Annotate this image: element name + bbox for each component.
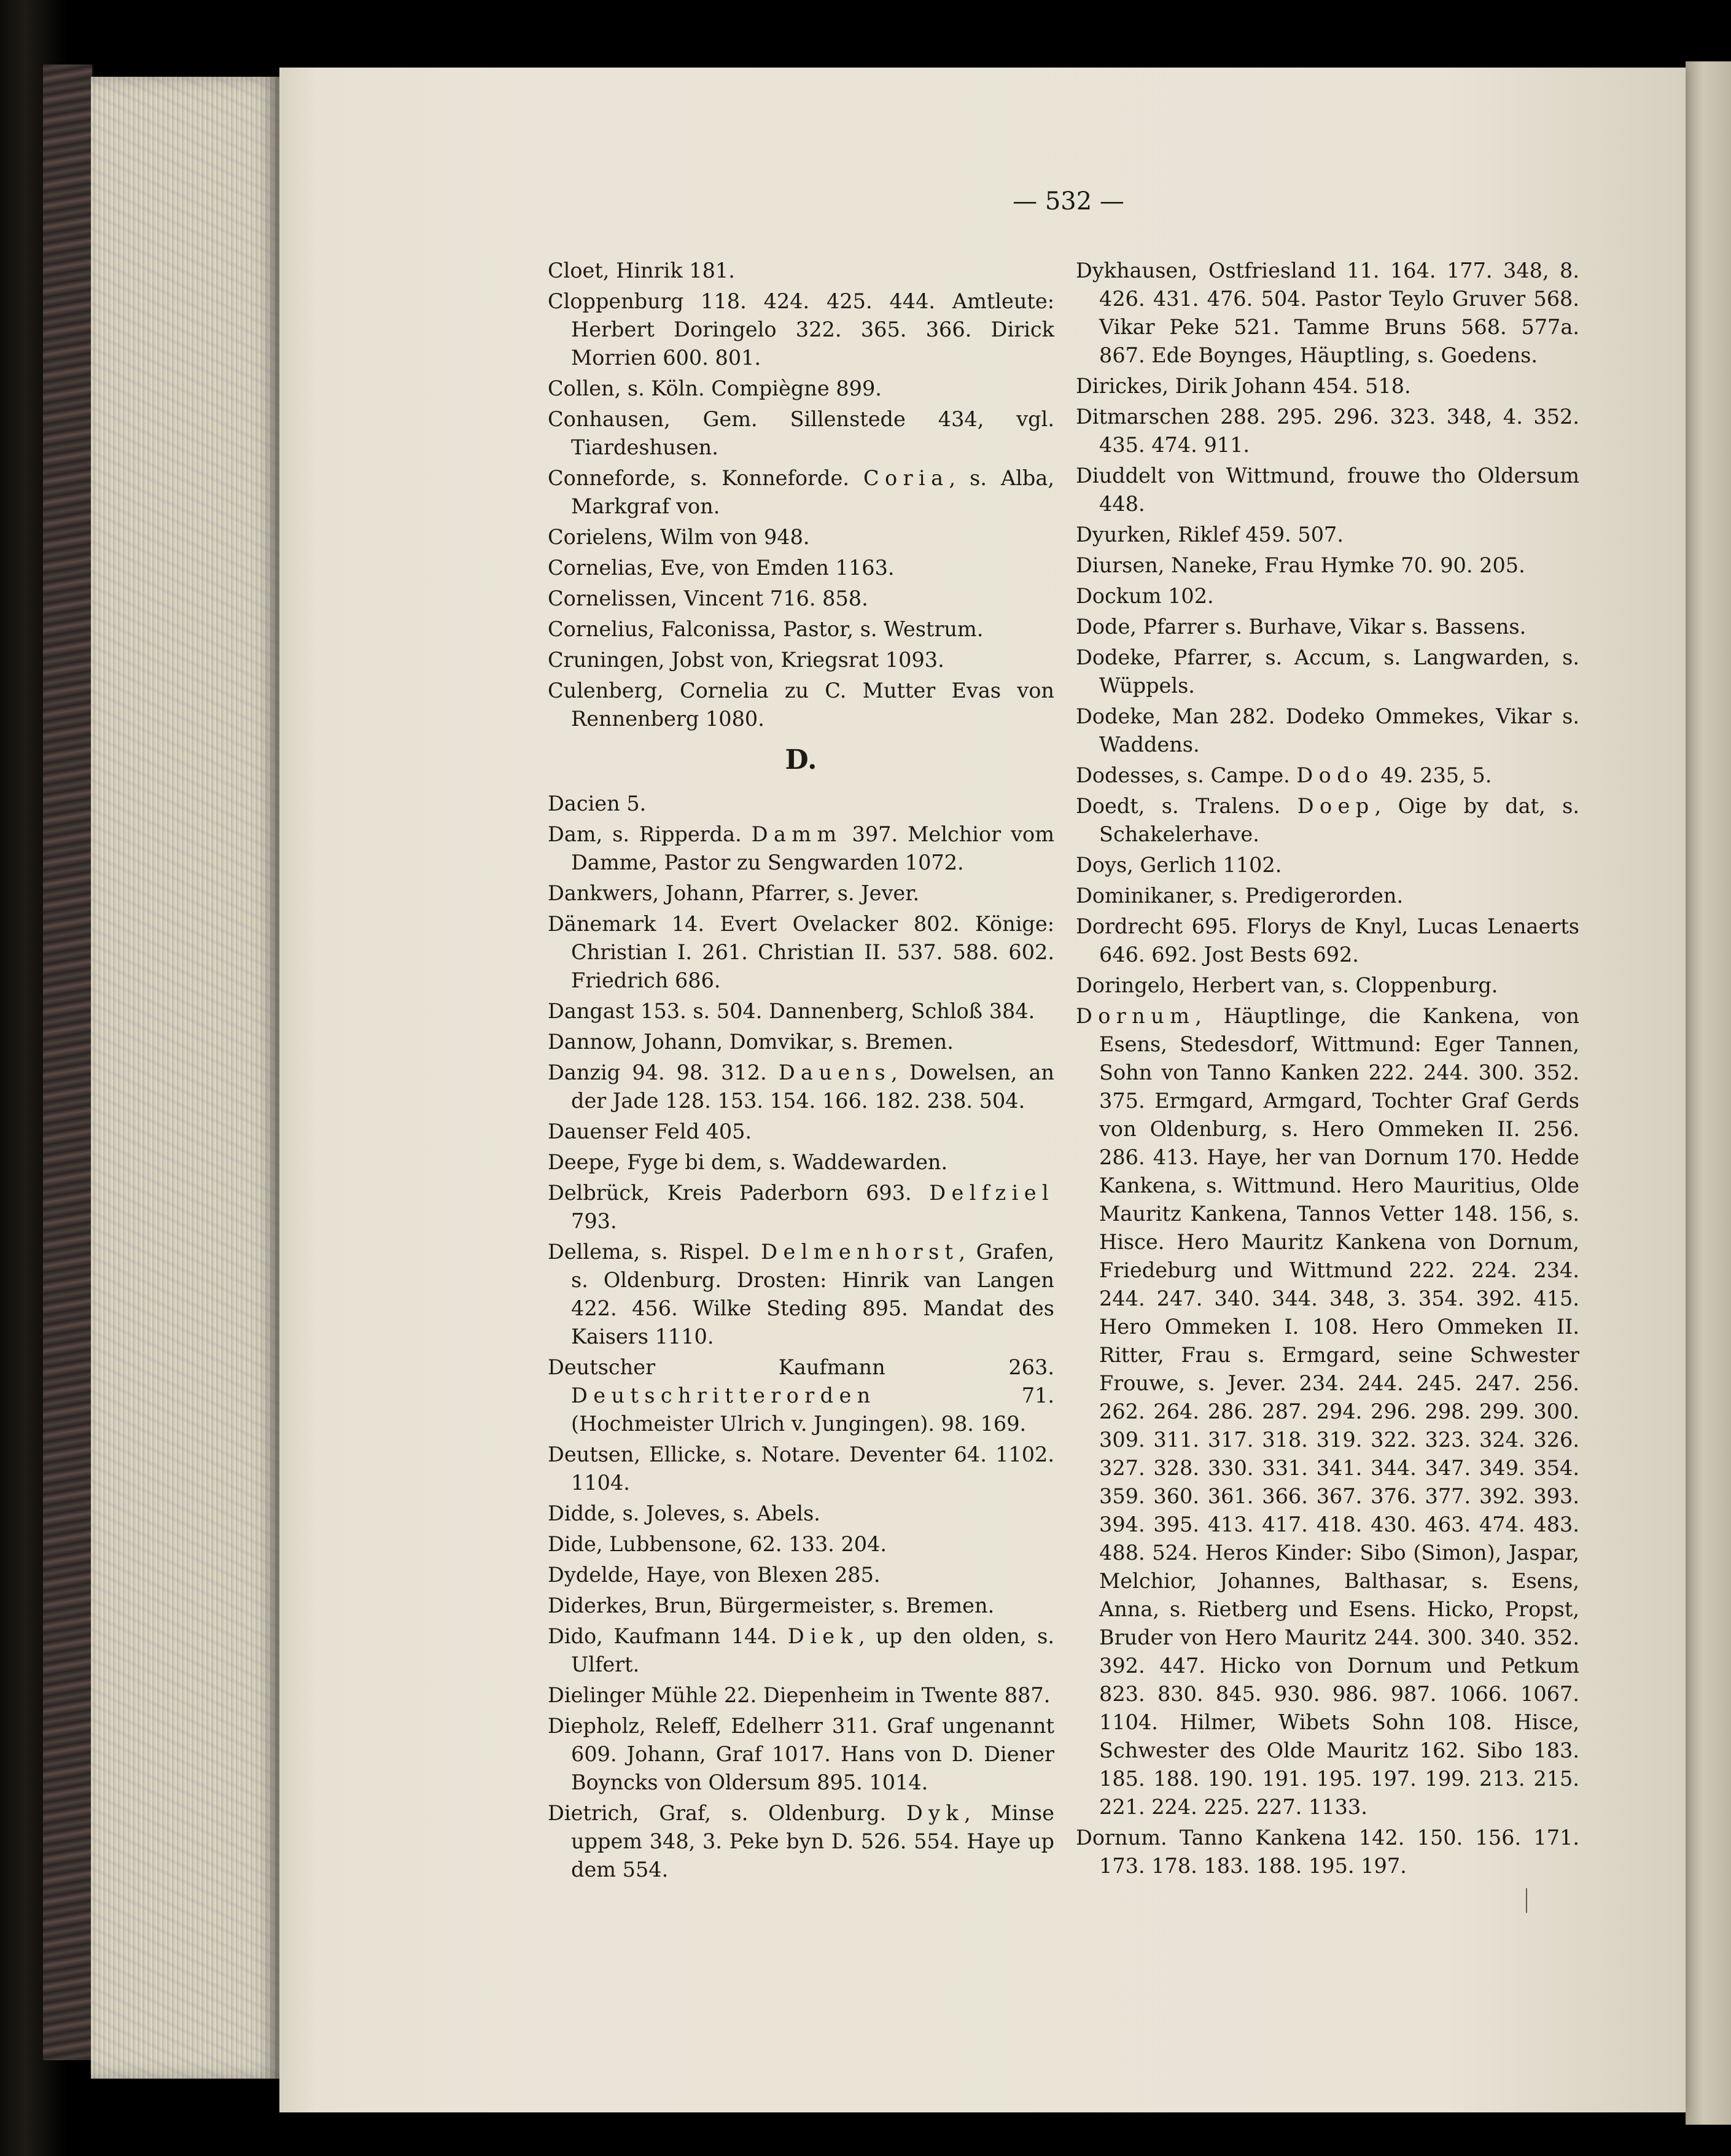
index-entry-text: Delbrück, Kreis Paderborn 693.: [548, 1181, 930, 1205]
index-entry: [548, 1561, 1054, 1589]
index-entry-text: Dido, Kaufmann 144.: [548, 1624, 788, 1648]
index-entry: [1076, 372, 1579, 400]
index-entry-text: Cloppenburg 118. 424. 425. 444. Amtleute: Herbert Doringelo 322. 365. 366. Dirick Morrien 600. 801.: [548, 289, 1054, 370]
index-entry-spaced-text: Deutschritterorden: [571, 1383, 876, 1407]
index-entry-text: , Oige by dat, s. Schakelerhave.: [1099, 794, 1579, 846]
index-entry: [548, 677, 1054, 733]
index-entry: [548, 1799, 1054, 1884]
index-entry-text: Diuddelt von Wittmund, frouwe tho Oldersum 448.: [1076, 464, 1579, 516]
index-entry-spaced-text: Delmenhorst: [761, 1240, 959, 1264]
index-entry-text: Dellema, s. Rispel.: [548, 1240, 761, 1264]
index-entry-text: Cloet, Hinrik 181.: [548, 259, 735, 282]
index-entry-text: Dornum. Tanno Kankena 142. 150. 156. 171. 173. 178. 183. 188. 195. 197.: [1076, 1826, 1579, 1878]
index-entry-text: , Grafen, s. Oldenburg. Drosten: Hinrik van Langen 422. 456. Wilke Steding 895. Mandat des Kaisers 1110.: [571, 1240, 1054, 1348]
index-entry: [548, 1353, 1054, 1438]
index-entry-text: , Dowelsen, an der Jade 128. 153. 154. 166. 182. 238. 504.: [571, 1060, 1054, 1113]
index-entry-spaced-text: Diek: [787, 1624, 859, 1648]
index-entry: [1076, 462, 1579, 518]
index-entry: [548, 1028, 1054, 1056]
index-entry: [1076, 761, 1579, 790]
index-entry: [548, 790, 1054, 818]
page-number: — 532 —: [1013, 187, 1124, 216]
index-entry-text: Dam, s. Ripperda.: [548, 822, 752, 846]
facing-page-edge: [1686, 61, 1731, 2125]
index-entry: [548, 1622, 1054, 1679]
index-entry: [548, 585, 1054, 613]
index-entry: [548, 646, 1054, 674]
index-entry-text: Deutsen, Ellicke, s. Notare. Deventer 64. 1102. 1104.: [548, 1442, 1054, 1495]
index-entry: [1076, 882, 1579, 910]
index-entry-text: Dankwers, Johann, Pfarrer, s. Jever.: [548, 881, 920, 905]
index-entry: [1076, 851, 1579, 879]
index-entry-text: Dyurken, Riklef 459. 507.: [1076, 523, 1344, 547]
index-entry: [548, 523, 1054, 551]
index-entry-text: 49. 235, 5.: [1374, 763, 1492, 787]
index-entry: [548, 879, 1054, 908]
index-entry-text: Dode, Pfarrer s. Burhave, Vikar s. Bassens.: [1076, 615, 1527, 639]
index-entry-text: Cornelissen, Vincent 716. 858.: [548, 586, 868, 610]
index-entry-text: Deutscher Kaufmann 263.: [548, 1355, 1054, 1379]
index-entry: [1076, 613, 1579, 641]
index-entry-text: Dangast 153. s. 504. Dannenberg, Schloß 384.: [548, 999, 1035, 1023]
index-entry: [548, 1681, 1054, 1710]
index-entry-text: Dykhausen, Ostfriesland 11. 164. 177. 348, 8. 426. 431. 476. 504. Pastor Teylo Gruver 568. Vikar Peke 521. Tamme Bruns 568. 577a. 867. Ede Boynges, Häuptling, s. Goedens.: [1076, 259, 1579, 367]
index-entry: [548, 997, 1054, 1025]
index-entry: [548, 820, 1054, 877]
page-edges: [91, 77, 281, 2079]
index-entry-text: Danzig 94. 98. 312.: [548, 1060, 779, 1084]
index-entry-spaced-text: Dyk: [906, 1801, 965, 1825]
index-entry-text: Conhausen, Gem. Sillenstede 434, vgl. Tiardeshusen.: [548, 407, 1054, 459]
index-entry-text: Ditmarschen 288. 295. 296. 323. 348, 4. 352. 435. 474. 911.: [1076, 405, 1579, 457]
index-entry-text: Cornelius, Falconissa, Pastor, s. Westrum.: [548, 617, 984, 641]
index-entry-text: 793.: [571, 1209, 617, 1233]
index-entry-text: Culenberg, Cornelia zu C. Mutter Evas von Rennenberg 1080.: [548, 679, 1054, 731]
index-entry: [548, 554, 1054, 582]
index-entry: [548, 1179, 1054, 1236]
index-entry-text: Dauenser Feld 405.: [548, 1119, 752, 1143]
index-entry: [548, 1592, 1054, 1620]
index-entry: [1076, 582, 1579, 610]
index-entry-text: Doedt, s. Tralens.: [1076, 794, 1297, 818]
index-entry-text: Conneforde, s. Konneforde.: [548, 466, 864, 490]
index-entry-text: 397. Melchior vom Damme, Pastor zu Sengwarden 1072.: [571, 822, 1054, 874]
stray-mark: [1526, 1888, 1527, 1913]
left-index-column: [548, 257, 1054, 1886]
index-entry: [1076, 257, 1579, 370]
index-entry: [1076, 913, 1579, 969]
index-entry: [548, 405, 1054, 462]
index-entry-spaced-text: Damm: [751, 822, 842, 846]
index-entry-text: Diepholz, Releff, Edelherr 311. Graf ungenannt 609. Johann, Graf 1017. Hans von D. Diener Boyncks von Oldersum 895. 1014.: [548, 1714, 1054, 1794]
index-entry-text: , Minse uppem 348, 3. Peke byn D. 526. 554. Haye up dem 554.: [571, 1801, 1055, 1882]
index-entry: [548, 1500, 1054, 1528]
index-entry: [1076, 403, 1579, 459]
index-entry-text: Cornelias, Eve, von Emden 1163.: [548, 556, 895, 580]
index-entry: [1076, 551, 1579, 580]
index-entry-text: Doys, Gerlich 1102.: [1076, 853, 1282, 877]
index-entry-text: Dydelde, Haye, von Blexen 285.: [548, 1563, 881, 1587]
index-entry-text: Cruningen, Jobst von, Kriegsrat 1093.: [548, 648, 944, 672]
index-entry: [548, 1148, 1054, 1177]
index-entry-spaced-text: Dornum: [1076, 1004, 1196, 1028]
index-entry-text: Dominikaner, s. Predigerorden.: [1076, 884, 1404, 908]
index-entry-text: , Häuptlinge, die Kankena, von Esens, Stedesdorf, Wittmund: Eger Tannen, Sohn von Tanno Kanken 222. 244. 300. 352. 375. Ermgard, Armgard, Tochter Graf Gerds von Oldenburg, s. Hero Ommeken II. 256. 286. 413. Haye, her van Dornum 170. Hedde Kankena, s. Wittmund. Hero Mauritius, Olde Mauritz Kankena, Tannos Vetter 148. 156, s. Hisce. Hero Mauritz Kankena von Dornum, Friedeburg und Wittmund 222. 224. 234. 244. 247. 340. 344. 348, 3. 354. 392. 415. Hero Ommeken I. 108. Hero Ommeken II. Ritter, Frau s. Ermgard, seine Schwester Frouwe, s. Jever. 234. 244. 245. 247. 256. 262. 264. 286. 287. 294. 296. 298. 299. 300. 309. 311. 317. 318. 319. 322. 323. 324. 326. 327. 328. 330. 331. 341. 344. 347. 349. 354. 359. 360. 361. 366. 367. 376. 377. 392. 393. 394. 395. 413. 417. 418. 430. 463. 474. 483. 488. 524. Heros Kinder: Sibo (Simon), Jaspar, Melchior, Johannes, Balthasar, s. Esens, Anna, s. Rietberg und Esens. Hicko, Propst, Bruder von Hero Mauritz 244. 300. 340. 352. 392. 447. Hicko von Dornum und Petkum 823. 830. 845. 930. 986. 987. 1066. 1067. 1104. Hilmer, Wibets Sohn 108. Hisce, Schwester des Olde Mauritz 162. Sibo 183. 185. 188. 190. 191. 195. 197. 199. 213. 215. 221. 224. 225. 227. 1133.: [1099, 1004, 1579, 1819]
index-entry-text: Dordrecht 695. Florys de Knyl, Lucas Lenaerts 646. 692. Jost Bests 692.: [1076, 914, 1579, 967]
index-entry-text: Dietrich, Graf, s. Oldenburg.: [548, 1801, 906, 1825]
index-entry: [1076, 792, 1579, 849]
index-entry: [548, 464, 1054, 521]
book-spine: [43, 64, 94, 2060]
index-entry-text: Dide, Lubbensone, 62. 133. 204.: [548, 1532, 887, 1556]
index-entry-spaced-text: Dauens: [778, 1060, 892, 1084]
index-entry-text: Dannow, Johann, Domvikar, s. Bremen.: [548, 1030, 954, 1054]
index-entry-text: Dodeke, Man 282. Dodeko Ommekes, Vikar s. Waddens.: [1076, 704, 1579, 757]
index-entry-text: Dodesses, s. Campe.: [1076, 763, 1297, 787]
index-entry-text: Dielinger Mühle 22. Diepenheim in Twente 887.: [548, 1683, 1051, 1707]
index-entry: [548, 1238, 1054, 1351]
index-entry: [1076, 644, 1579, 700]
index-entry: [1076, 702, 1579, 759]
index-entry: [548, 910, 1054, 995]
index-entry: [548, 1712, 1054, 1797]
index-entry-text: Diderkes, Brun, Bürgermeister, s. Bremen.: [548, 1594, 995, 1617]
index-entry: [548, 615, 1054, 644]
index-entry: [1076, 1824, 1579, 1880]
index-entry: [548, 1118, 1054, 1146]
index-entry: [1076, 521, 1579, 549]
index-entry-spaced-text: Doep: [1297, 794, 1375, 818]
index-entry-spaced-text: Coria: [863, 466, 949, 490]
section-heading: D.: [785, 744, 817, 776]
index-entry-text: Dodeke, Pfarrer, s. Accum, s. Langwarden, s. Wüppels.: [1076, 645, 1579, 698]
index-entry-spaced-text: Delfziel: [929, 1181, 1054, 1205]
index-entry: [548, 1530, 1054, 1559]
index-entry-text: Dacien 5.: [548, 792, 647, 815]
index-entry-text: Dänemark 14. Evert Ovelacker 802. Könige: Christian I. 261. Christian II. 537. 588. 602. Friedrich 686.: [548, 912, 1054, 992]
index-entry-text: Collen, s. Köln. Compiègne 899.: [548, 376, 882, 400]
index-entry-text: 71. (Hochmeister Ulrich v. Jungingen). 98. 169.: [571, 1383, 1054, 1436]
index-entry: [548, 257, 1054, 285]
index-entry: [1076, 1002, 1579, 1821]
index-entry: [548, 1059, 1054, 1115]
index-entry-text: , s. Alba, Markgraf von.: [571, 466, 1054, 518]
index-entry-text: Diursen, Naneke, Frau Hymke 70. 90. 205.: [1076, 553, 1525, 577]
index-entry-text: Deepe, Fyge bi dem, s. Waddewarden.: [548, 1150, 948, 1174]
index-entry: [1076, 971, 1579, 1000]
index-entry-text: Doringelo, Herbert van, s. Cloppenburg.: [1076, 973, 1498, 997]
index-entry-text: Didde, s. Joleves, s. Abels.: [548, 1501, 820, 1525]
right-index-column: [1076, 257, 1579, 1883]
index-entry-text: Dirickes, Dirik Johann 454. 518.: [1076, 374, 1411, 398]
index-entry: [548, 287, 1054, 372]
index-entry-spaced-text: Dodo: [1296, 763, 1374, 787]
index-entry: [548, 1441, 1054, 1497]
index-entry-text: Corielens, Wilm von 948.: [548, 525, 810, 549]
index-entry: [548, 375, 1054, 403]
index-entry-text: Dockum 102.: [1076, 584, 1214, 608]
index-entry-text: , up den olden, s. Ulfert.: [571, 1624, 1055, 1676]
